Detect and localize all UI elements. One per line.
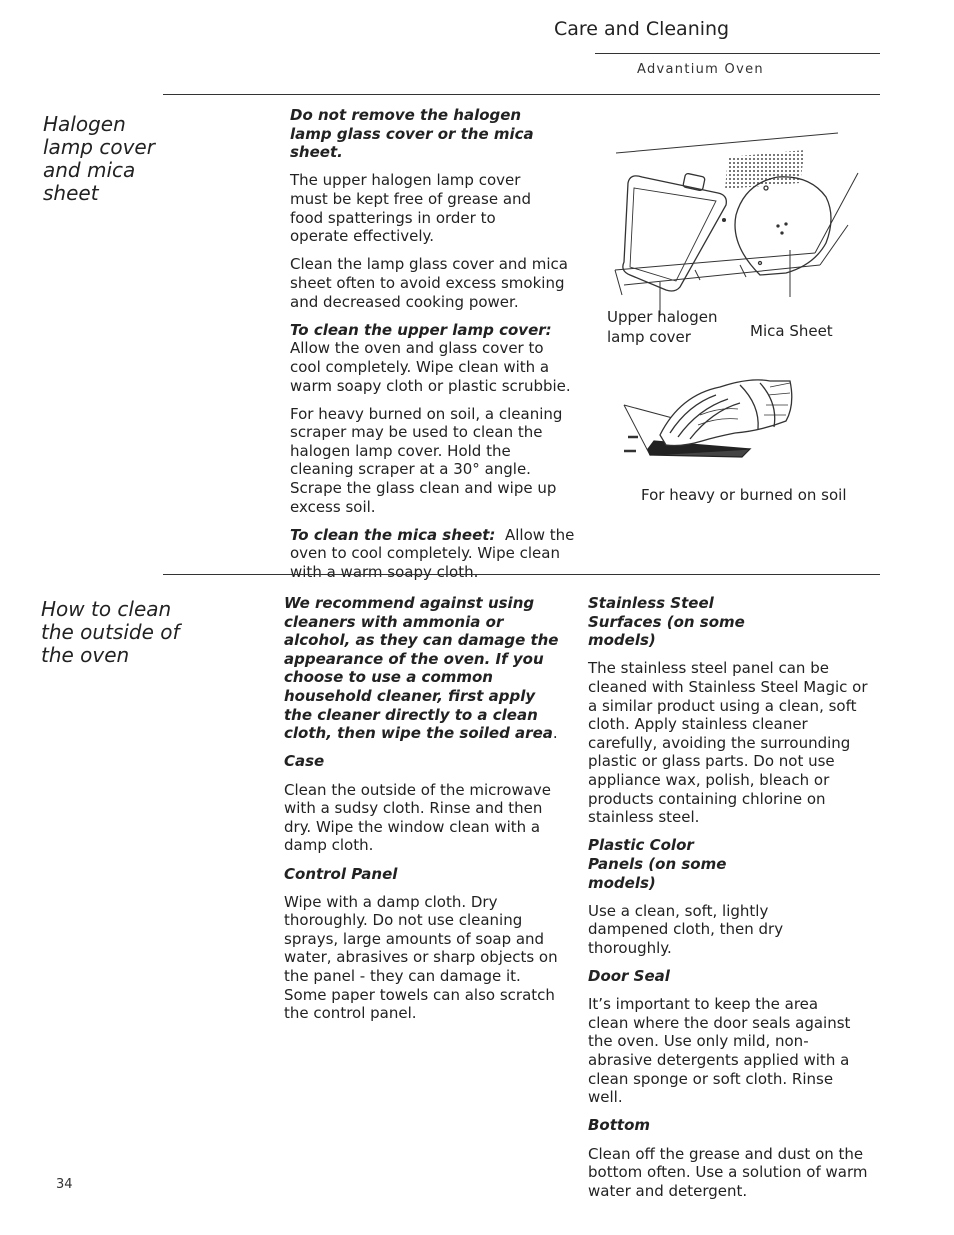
halogen-para-2: Clean the lamp glass cover and mica sheet often to avoid excess smoking and decreased cooking power.	[290, 255, 568, 311]
page-number: 34	[56, 1177, 73, 1192]
gloved-hand-icon	[660, 380, 792, 446]
upper-cover-text: Allow the oven and glass cover to cool completely. Wipe clean with a warm soapy cloth or plastic scrubbie.	[290, 339, 571, 395]
mica-text: Allow the oven to cool completely. Wipe clean with a warm soapy cloth.	[290, 525, 575, 582]
plastic-text: Use a clean, soft, lightly dampened cloth, then dry thoroughly.	[588, 901, 784, 957]
caption-heavy-soil: For heavy or burned on soil	[641, 486, 847, 504]
page-header-subtitle: Advantium Oven	[637, 62, 764, 77]
outside-warning-text: We recommend against using cleaners with ammonia or alcohol, as they can damage the appearance of the oven. If you choose to use a common household cleaner, first apply the cleaner directly to a clean cloth, then wipe the soiled area	[284, 594, 559, 743]
outside-text-column-left	[284, 594, 569, 1032]
outside-warning-end: .	[552, 724, 558, 743]
leader-lines	[660, 250, 790, 315]
halogen-para-heavy: For heavy burned on soil, a cleaning scraper may be used to clean the halogen lamp cover. Hold the cleaning scraper at a 30° angle. Scrape the glass clean and wipe up excess soil.	[290, 404, 563, 516]
door-seal-text: It’s important to keep the area clean where the door seals against the oven. Use only mild, non-abrasive detergents applied with a clean sponge or soft cloth. Rinse well.	[588, 995, 851, 1107]
section-title-outside: How to clean the outside of the oven	[41, 597, 180, 667]
section-divider-2	[163, 574, 880, 575]
page-header-title: Care and Cleaning	[554, 18, 730, 40]
stainless-heading: Stainless Steel Surfaces (on some models)	[588, 594, 745, 650]
bottom-text: Clean off the grease and dust on the bottom often. Use a solution of warm water and detergent.	[588, 1144, 868, 1200]
halogen-text-column	[290, 106, 578, 591]
stainless-text: The stainless steel panel can be cleaned with Stainless Steel Magic or a similar product using a clean, soft cloth. Apply stainless cleaner carefully, avoiding the surrounding plastic or glass parts. Do not use appliance wax, polish, bleach or products containing chlorine on stainless steel.	[588, 659, 868, 827]
label-upper-halogen-lamp-cover: Upper halogen lamp cover	[607, 308, 718, 346]
figure-lamp-cover-mica	[600, 125, 870, 315]
control-panel-heading: Control Panel	[284, 864, 398, 883]
halogen-para-upper	[290, 321, 578, 395]
halogen-para-1: The upper halogen lamp cover must be kept free of grease and food spatterings in order to operate effectively.	[290, 171, 532, 246]
case-heading: Case	[284, 752, 325, 771]
bottom-heading: Bottom	[588, 1116, 651, 1135]
section-divider-1	[163, 94, 880, 95]
header-rule	[595, 53, 880, 54]
outside-warning	[284, 594, 562, 743]
section-title-halogen: Halogen lamp cover and mica sheet	[43, 112, 155, 205]
halogen-warning: Do not remove the halogen lamp glass cover or the mica sheet.	[290, 106, 534, 162]
door-seal-heading: Door Seal	[588, 967, 670, 986]
figure-scraper-cleaning	[620, 375, 800, 485]
plastic-heading: Plastic Color Panels (on some models)	[588, 836, 727, 892]
scraper-drawing	[648, 441, 750, 457]
case-text: Clean the outside of the microwave with a sudsy cloth. Rinse and then dry. Wipe the window clean with a damp cloth.	[284, 780, 552, 855]
mica-lead: To clean the mica sheet:	[290, 525, 496, 544]
label-mica-sheet: Mica Sheet	[750, 322, 833, 340]
mica-sheet-drawing	[735, 177, 831, 275]
upper-cover-lead: To clean the upper lamp cover:	[290, 320, 552, 339]
outside-text-column-right	[588, 594, 878, 1210]
halogen-lamp-cover-drawing	[623, 173, 726, 291]
control-panel-text: Wipe with a damp cloth. Dry thoroughly. Do not use cleaning sprays, large amounts of soap and water, abrasives or sharp objects on the panel - they can damage it. Some paper towels can also scratch the control panel.	[284, 892, 558, 1023]
